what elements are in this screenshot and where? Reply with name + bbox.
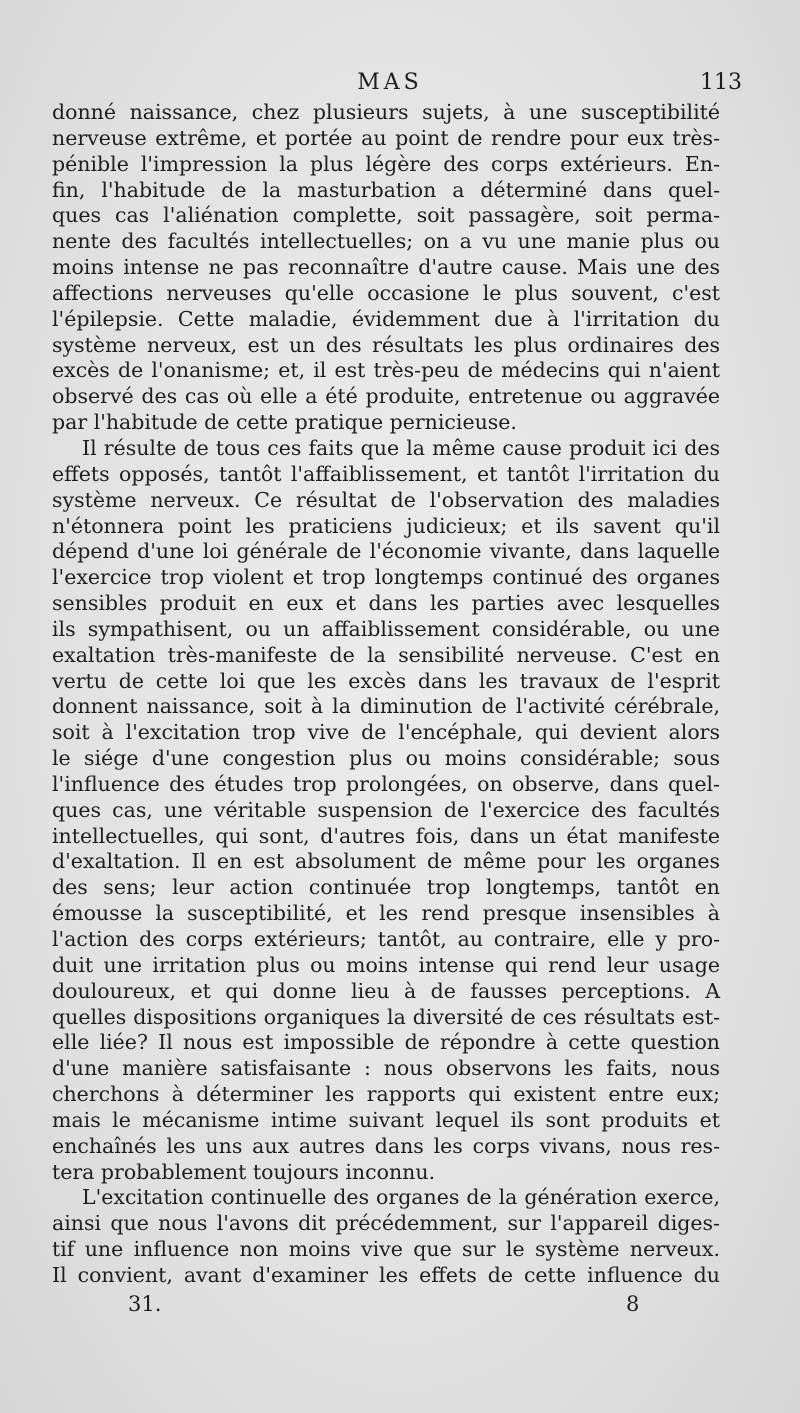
body-text <box>52 100 720 1289</box>
running-head <box>0 70 800 100</box>
text-line: l'exercice trop violent et trop longtemps continué des organes <box>52 565 720 590</box>
text-line: ainsi que nous l'avons dit précédemment, sur l'appareil diges- <box>52 1211 720 1236</box>
text-line: Il résulte de tous ces faits que la même cause produit ici des <box>82 435 720 460</box>
text-line: ques cas l'aliénation complette, soit passagère, soit perma- <box>52 203 720 228</box>
text-line: système nerveux. Ce résultat de l'observation des maladies <box>52 487 720 512</box>
text-line: donnent naissance, soit à la diminution de l'activité cérébrale, <box>52 694 720 719</box>
text-line: tera probablement toujours inconnu. <box>52 1159 436 1184</box>
text-line: le siége d'une congestion plus ou moins considérable; sous <box>52 746 720 771</box>
text-line: duit une irritation plus ou moins intense qui rend leur usage <box>52 952 720 977</box>
text-line: excès de l'onanisme; et, il est très-peu de médecins qui n'aient <box>52 358 720 383</box>
text-line: dépend d'une loi générale de l'économie vivante, dans laquelle <box>52 539 720 564</box>
text-line: pénible l'impression la plus légère des corps extérieurs. En- <box>52 151 720 176</box>
text-line: nerveuse extrême, et portée au point de rendre pour eux très- <box>52 125 720 150</box>
text-line: affections nerveuses qu'elle occasione le plus souvent, c'est <box>52 280 720 305</box>
text-line: ques cas, une véritable suspension de l'exercice des facultés <box>52 797 720 822</box>
text-line: l'épilepsie. Cette maladie, évidemment due à l'irritation du <box>52 306 720 331</box>
text-line: l'influence des études trop prolongées, on observe, dans quel- <box>52 771 720 796</box>
text-line: nente des facultés intellectuelles; on a vu une manie plus ou <box>52 229 720 254</box>
text-line: d'une manière satisfaisante : nous observons les faits, nous <box>52 1056 720 1081</box>
text-line: vertu de cette loi que les excès dans les travaux de l'esprit <box>52 668 720 693</box>
text-line: mais le mécanisme intime suivant lequel ils sont produits et <box>52 1107 720 1132</box>
text-line: exaltation très-manifeste de la sensibilité nerveuse. C'est en <box>52 642 720 667</box>
text-line: intellectuelles, qui sont, d'autres fois, dans un état manifeste <box>52 823 720 848</box>
text-line: émousse la susceptibilité, et les rend presque insensibles à <box>52 901 720 926</box>
text-line: ils sympathisent, ou un affaiblissement considérable, ou une <box>52 616 720 641</box>
sheet-number: 8 <box>626 1292 640 1316</box>
text-line: fin, l'habitude de la masturbation a déterminé dans quel- <box>52 177 720 202</box>
text-line: des sens; leur action continuée trop longtemps, tantôt en <box>52 875 720 900</box>
text-line: elle liée? Il nous est impossible de répondre à cette question <box>52 1030 720 1055</box>
text-line: cherchons à déterminer les rapports qui existent entre eux; <box>52 1082 720 1107</box>
text-line: donné naissance, chez plusieurs sujets, à une susceptibilité <box>52 100 720 124</box>
text-line: Il convient, avant d'examiner les effets de cette influence du <box>52 1262 720 1287</box>
text-line: effets opposés, tantôt l'affaiblissement, et tantôt l'irritation du <box>52 461 720 486</box>
text-line: moins intense ne pas reconnaître d'autre cause. Mais une des <box>52 255 720 280</box>
text-line: enchaînés les uns aux autres dans les corps vivans, nous res- <box>52 1133 720 1158</box>
page-number: 113 <box>700 70 742 95</box>
text-line: l'action des corps extérieurs; tantôt, au contraire, elle y pro- <box>52 927 720 951</box>
text-line: n'étonnera point les praticiens judicieux; et ils savent qu'il <box>52 513 720 538</box>
text-line: quelles dispositions organiques la diversité de ces résultats est- <box>52 1004 720 1029</box>
text-line: observé des cas où elle a été produite, entretenue ou aggravée <box>52 384 720 409</box>
signature-mark: 31. <box>128 1292 162 1316</box>
text-line: L'excitation continuelle des organes de la génération exerce, <box>82 1185 720 1210</box>
text-line: tif une influence non moins vive que sur le système nerveux. <box>52 1237 720 1262</box>
text-line: sensibles produit en eux et dans les parties avec lesquelles <box>52 591 720 616</box>
text-line: soit à l'excitation trop vive de l'encéphale, qui devient alors <box>52 720 720 745</box>
text-line: système nerveux, est un des résultats les plus ordinaires des <box>52 332 720 357</box>
text-line: d'exaltation. Il en est absolument de même pour les organes <box>52 849 720 874</box>
running-title: MAS <box>357 70 423 95</box>
text-line: douloureux, et qui donne lieu à de fausses perceptions. A <box>52 978 720 1003</box>
text-line: par l'habitude de cette pratique pernicieuse. <box>52 410 517 435</box>
